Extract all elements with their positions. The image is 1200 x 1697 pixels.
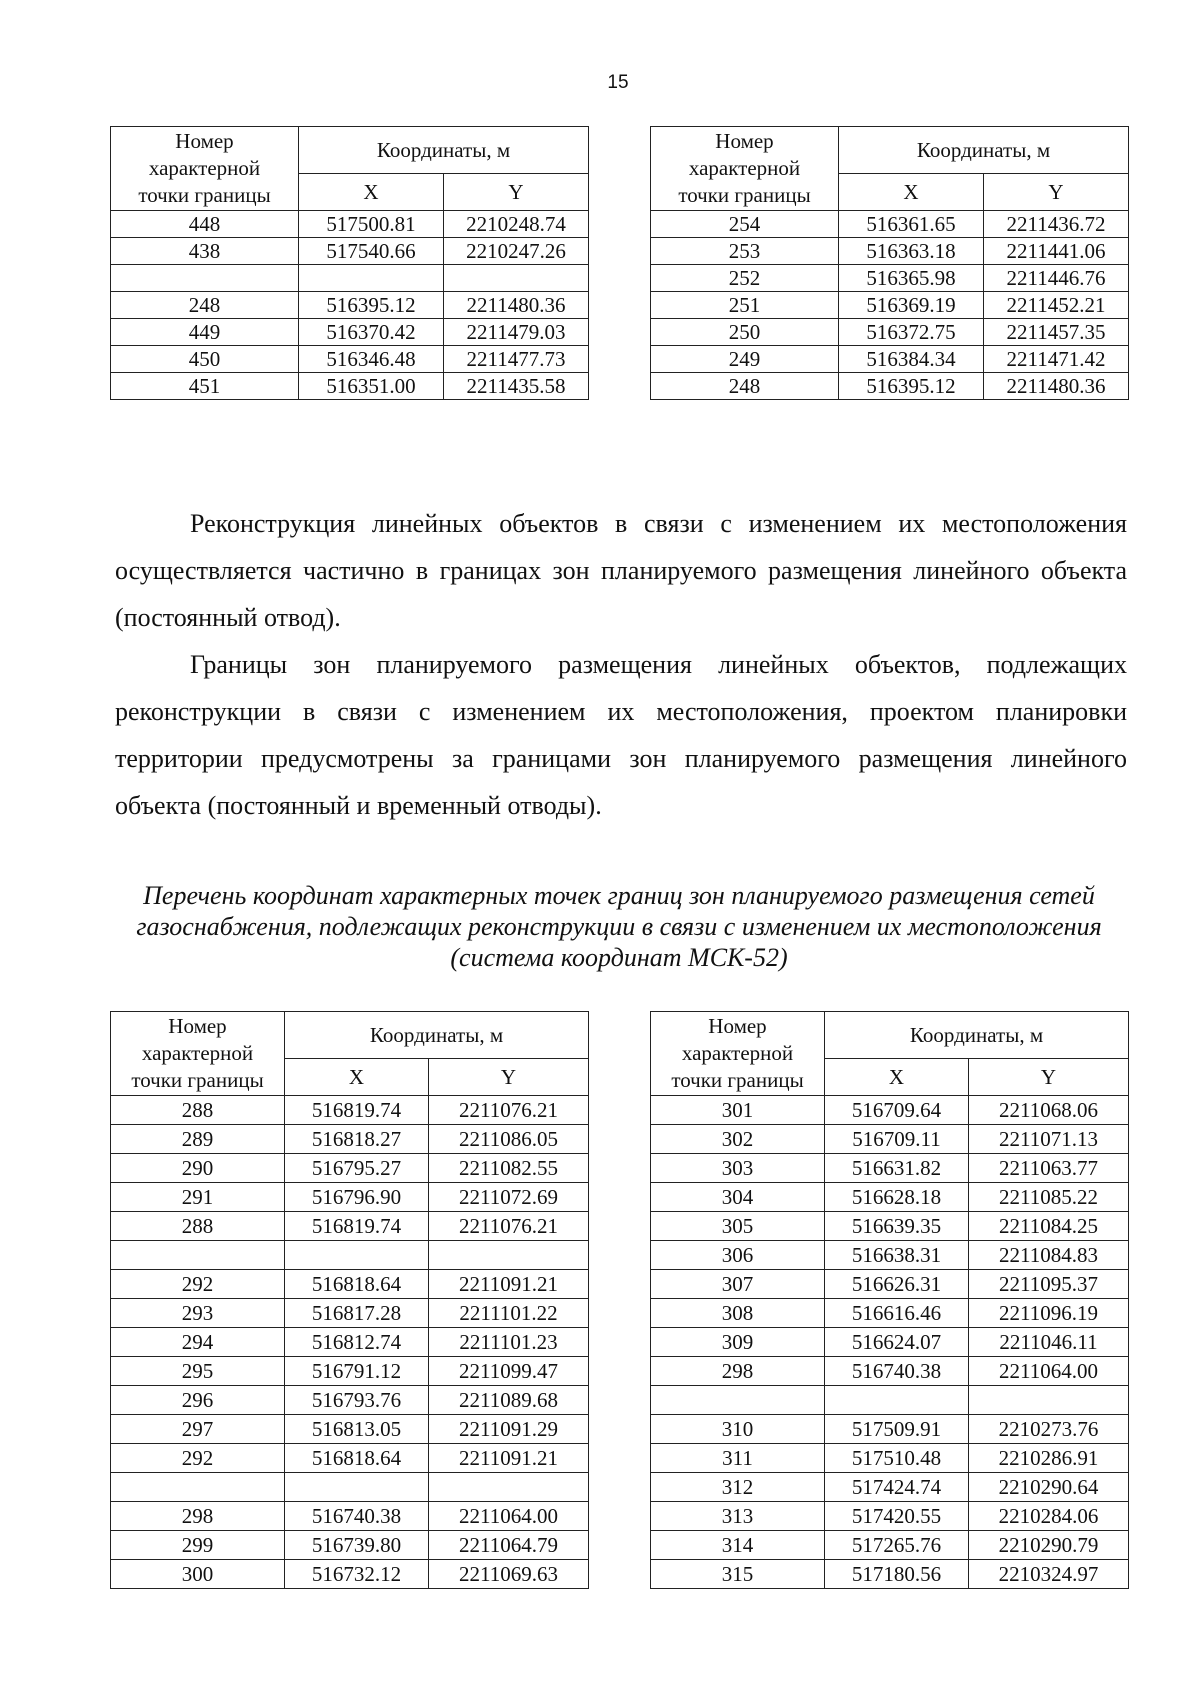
table-row: [111, 1415, 589, 1444]
x-coordinate-cell: [299, 265, 444, 292]
point-number-cell: 248: [111, 292, 299, 319]
table-row: [111, 1531, 589, 1560]
x-coordinate-cell: 516819.74: [285, 1212, 429, 1241]
point-number-cell: 302: [651, 1125, 825, 1154]
x-coordinate-cell: 516813.05: [285, 1415, 429, 1444]
x-coordinate-cell: 517540.66: [299, 238, 444, 265]
table-row: [111, 373, 589, 400]
x-coordinate-cell: 516351.00: [299, 373, 444, 400]
point-number-cell: 292: [111, 1444, 285, 1473]
table-row: [651, 1212, 1129, 1241]
x-coordinate-cell: 516793.76: [285, 1386, 429, 1415]
point-number-cell: 298: [651, 1357, 825, 1386]
y-coordinate-cell: [429, 1473, 589, 1502]
y-coordinate-cell: 2211095.37: [969, 1270, 1129, 1299]
x-coordinate-cell: 516740.38: [825, 1357, 969, 1386]
table-row: [651, 1328, 1129, 1357]
x-coordinate-cell: 516631.82: [825, 1154, 969, 1183]
table-row: [111, 1328, 589, 1357]
table-row: [111, 1154, 589, 1183]
point-number-cell: 448: [111, 211, 299, 238]
y-coordinate-cell: 2211076.21: [429, 1096, 589, 1125]
y-coordinate-cell: [969, 1386, 1129, 1415]
table-caption: Перечень координат характерных точек границ зон планируемого размещения сетей газоснабжения, подлежащих реконструкции в связи с изменением их местоположения (система координат МСК-52): [136, 881, 1102, 972]
y-coordinate-cell: 2210248.74: [444, 211, 589, 238]
y-coordinate-cell: 2211452.21: [984, 292, 1129, 319]
point-number-header: Номер характерной точки границы: [111, 1012, 285, 1096]
coordinates-header: Координаты, м: [825, 1012, 1129, 1059]
table-row: [651, 319, 1129, 346]
x-header: X: [839, 174, 984, 211]
coordinates-header: Координаты, м: [299, 127, 589, 174]
x-coordinate-cell: 516626.31: [825, 1270, 969, 1299]
x-coordinate-cell: 516638.31: [825, 1241, 969, 1270]
point-number-cell: 293: [111, 1299, 285, 1328]
point-number-cell: 309: [651, 1328, 825, 1357]
table-row: [111, 265, 589, 292]
table-row: [651, 1502, 1129, 1531]
table-row: [651, 211, 1129, 238]
y-coordinate-cell: 2211471.42: [984, 346, 1129, 373]
y-coordinate-cell: 2211436.72: [984, 211, 1129, 238]
table-row: [651, 1415, 1129, 1444]
point-number-cell: 450: [111, 346, 299, 373]
y-coordinate-cell: 2211069.63: [429, 1560, 589, 1589]
table-row: [651, 1241, 1129, 1270]
point-number-cell: 290: [111, 1154, 285, 1183]
y-coordinate-cell: 2211085.22: [969, 1183, 1129, 1212]
y-header: Y: [444, 174, 589, 211]
x-coordinate-cell: 516819.74: [285, 1096, 429, 1125]
coordinates-header: Координаты, м: [285, 1012, 589, 1059]
y-coordinate-cell: 2211441.06: [984, 238, 1129, 265]
y-coordinate-cell: 2211064.00: [969, 1357, 1129, 1386]
x-coordinate-cell: 516709.64: [825, 1096, 969, 1125]
point-number-cell: 291: [111, 1183, 285, 1212]
y-coordinate-cell: 2211063.77: [969, 1154, 1129, 1183]
point-number-cell: 300: [111, 1560, 285, 1589]
x-coordinate-cell: 517420.55: [825, 1502, 969, 1531]
x-coordinate-cell: 516628.18: [825, 1183, 969, 1212]
point-number-cell: 253: [651, 238, 839, 265]
point-number-cell: 301: [651, 1096, 825, 1125]
x-coordinate-cell: [285, 1473, 429, 1502]
table-row: [111, 1125, 589, 1154]
point-number-cell: 250: [651, 319, 839, 346]
y-coordinate-cell: 2211086.05: [429, 1125, 589, 1154]
y-coordinate-cell: 2211064.00: [429, 1502, 589, 1531]
x-coordinate-cell: 516739.80: [285, 1531, 429, 1560]
table-row: [111, 1270, 589, 1299]
point-number-cell: 294: [111, 1328, 285, 1357]
table-row: [651, 1183, 1129, 1212]
y-coordinate-cell: 2211091.29: [429, 1415, 589, 1444]
x-coordinate-cell: 516812.74: [285, 1328, 429, 1357]
x-coordinate-cell: 516818.64: [285, 1270, 429, 1299]
point-number-cell: 308: [651, 1299, 825, 1328]
y-coordinate-cell: 2211480.36: [984, 373, 1129, 400]
x-coordinate-cell: 516818.64: [285, 1444, 429, 1473]
y-coordinate-cell: 2210247.26: [444, 238, 589, 265]
x-coordinate-cell: 516616.46: [825, 1299, 969, 1328]
point-number-cell: 314: [651, 1531, 825, 1560]
y-coordinate-cell: 2211096.19: [969, 1299, 1129, 1328]
table-row: [651, 1531, 1129, 1560]
x-coordinate-cell: 516395.12: [299, 292, 444, 319]
y-coordinate-cell: 2211091.21: [429, 1444, 589, 1473]
x-coordinate-cell: 517510.48: [825, 1444, 969, 1473]
table-row: [651, 1473, 1129, 1502]
x-coordinate-cell: 516370.42: [299, 319, 444, 346]
y-coordinate-cell: 2210290.79: [969, 1531, 1129, 1560]
x-coordinate-cell: [825, 1386, 969, 1415]
x-coordinate-cell: 517500.81: [299, 211, 444, 238]
x-coordinate-cell: 517265.76: [825, 1531, 969, 1560]
table-row: [111, 1299, 589, 1328]
paragraph: Реконструкция линейных объектов в связи с изменением их местоположения осуществляется частично в границах зон планируемого размещения линейного объекта (постоянный отвод).: [115, 509, 1127, 632]
point-number-header: Номер характерной точки границы: [111, 127, 299, 211]
point-number-cell: 249: [651, 346, 839, 373]
table-row: [651, 1299, 1129, 1328]
point-number-cell: 312: [651, 1473, 825, 1502]
x-coordinate-cell: 516796.90: [285, 1183, 429, 1212]
table-row: [651, 1154, 1129, 1183]
x-coordinate-cell: 516818.27: [285, 1125, 429, 1154]
table-row: [111, 1096, 589, 1125]
table-row: [651, 1357, 1129, 1386]
coordinates-table-bottom-right: [650, 1011, 1129, 1589]
coordinates-table-top-right: [650, 126, 1129, 400]
y-coordinate-cell: 2211101.23: [429, 1328, 589, 1357]
table-row: [111, 211, 589, 238]
y-coordinate-cell: 2210324.97: [969, 1560, 1129, 1589]
y-coordinate-cell: 2211091.21: [429, 1270, 589, 1299]
point-number-cell: [651, 1386, 825, 1415]
y-coordinate-cell: 2210273.76: [969, 1415, 1129, 1444]
point-number-cell: 315: [651, 1560, 825, 1589]
table-row: [111, 1444, 589, 1473]
y-header: Y: [429, 1059, 589, 1096]
point-number-cell: 252: [651, 265, 839, 292]
point-number-cell: 303: [651, 1154, 825, 1183]
x-header: X: [299, 174, 444, 211]
point-number-header: Номер характерной точки границы: [651, 1012, 825, 1096]
point-number-cell: 306: [651, 1241, 825, 1270]
y-coordinate-cell: 2211046.11: [969, 1328, 1129, 1357]
table-row: [111, 238, 589, 265]
point-number-cell: [111, 1473, 285, 1502]
y-coordinate-cell: 2211072.69: [429, 1183, 589, 1212]
y-coordinate-cell: 2211089.68: [429, 1386, 589, 1415]
table-row: [651, 346, 1129, 373]
x-header: X: [285, 1059, 429, 1096]
table-row: [651, 1560, 1129, 1589]
point-number-cell: 295: [111, 1357, 285, 1386]
y-coordinate-cell: 2211084.25: [969, 1212, 1129, 1241]
point-number-cell: 298: [111, 1502, 285, 1531]
y-coordinate-cell: 2211101.22: [429, 1299, 589, 1328]
point-number-cell: 297: [111, 1415, 285, 1444]
x-coordinate-cell: 516624.07: [825, 1328, 969, 1357]
table-row: [651, 292, 1129, 319]
point-number-cell: 304: [651, 1183, 825, 1212]
point-number-cell: 292: [111, 1270, 285, 1299]
point-number-header: Номер характерной точки границы: [651, 127, 839, 211]
table-row: [111, 1560, 589, 1589]
x-coordinate-cell: 516395.12: [839, 373, 984, 400]
x-coordinate-cell: 516639.35: [825, 1212, 969, 1241]
body-text: [115, 500, 1127, 829]
x-coordinate-cell: 516369.19: [839, 292, 984, 319]
table-row: [651, 1125, 1129, 1154]
y-coordinate-cell: 2210286.91: [969, 1444, 1129, 1473]
point-number-cell: 254: [651, 211, 839, 238]
table-row: [651, 1386, 1129, 1415]
point-number-cell: 299: [111, 1531, 285, 1560]
point-number-cell: 449: [111, 319, 299, 346]
y-coordinate-cell: 2211446.76: [984, 265, 1129, 292]
y-coordinate-cell: 2211068.06: [969, 1096, 1129, 1125]
x-coordinate-cell: 516795.27: [285, 1154, 429, 1183]
y-coordinate-cell: 2211084.83: [969, 1241, 1129, 1270]
table-row: [111, 1241, 589, 1270]
y-coordinate-cell: 2210284.06: [969, 1502, 1129, 1531]
table-row: [111, 1386, 589, 1415]
point-number-cell: 289: [111, 1125, 285, 1154]
point-number-cell: 307: [651, 1270, 825, 1299]
y-coordinate-cell: 2211064.79: [429, 1531, 589, 1560]
y-coordinate-cell: 2211480.36: [444, 292, 589, 319]
coordinates-table-bottom-left: [110, 1011, 589, 1589]
point-number-cell: [111, 265, 299, 292]
x-coordinate-cell: 516384.34: [839, 346, 984, 373]
y-coordinate-cell: 2211457.35: [984, 319, 1129, 346]
y-coordinate-cell: 2211099.47: [429, 1357, 589, 1386]
x-coordinate-cell: 516346.48: [299, 346, 444, 373]
y-coordinate-cell: 2211071.13: [969, 1125, 1129, 1154]
point-number-cell: 251: [651, 292, 839, 319]
table-row: [111, 1357, 589, 1386]
x-coordinate-cell: 516365.98: [839, 265, 984, 292]
point-number-cell: 438: [111, 238, 299, 265]
y-coordinate-cell: 2211082.55: [429, 1154, 589, 1183]
y-header: Y: [984, 174, 1129, 211]
table-row: [111, 1183, 589, 1212]
table-row: [111, 1473, 589, 1502]
x-coordinate-cell: 516740.38: [285, 1502, 429, 1531]
table-row: [651, 373, 1129, 400]
y-header: Y: [969, 1059, 1129, 1096]
table-row: [651, 1270, 1129, 1299]
x-coordinate-cell: [285, 1241, 429, 1270]
coordinates-header: Координаты, м: [839, 127, 1129, 174]
paragraph: Границы зон планируемого размещения линейных объектов, подлежащих реконструкции в связи с изменением их местоположения, проектом планировки территории предусмотрены за границами зон планируемого размещения линейного объекта (постоянный и временный отводы).: [115, 650, 1127, 820]
x-coordinate-cell: 516361.65: [839, 211, 984, 238]
y-coordinate-cell: 2210290.64: [969, 1473, 1129, 1502]
x-coordinate-cell: 517424.74: [825, 1473, 969, 1502]
point-number-cell: [111, 1241, 285, 1270]
page-number: 15: [607, 72, 629, 93]
point-number-cell: 310: [651, 1415, 825, 1444]
x-coordinate-cell: 516709.11: [825, 1125, 969, 1154]
table-row: [111, 292, 589, 319]
x-coordinate-cell: 516817.28: [285, 1299, 429, 1328]
table-row: [111, 1502, 589, 1531]
point-number-cell: 311: [651, 1444, 825, 1473]
table-row: [111, 346, 589, 373]
x-coordinate-cell: 516363.18: [839, 238, 984, 265]
table-row: [651, 1096, 1129, 1125]
x-coordinate-cell: 517180.56: [825, 1560, 969, 1589]
point-number-cell: 305: [651, 1212, 825, 1241]
point-number-cell: 288: [111, 1096, 285, 1125]
x-coordinate-cell: 516732.12: [285, 1560, 429, 1589]
table-row: [111, 319, 589, 346]
point-number-cell: 313: [651, 1502, 825, 1531]
table-row: [651, 1444, 1129, 1473]
point-number-cell: 296: [111, 1386, 285, 1415]
x-coordinate-cell: 516791.12: [285, 1357, 429, 1386]
y-coordinate-cell: 2211477.73: [444, 346, 589, 373]
point-number-cell: 451: [111, 373, 299, 400]
table-row: [651, 265, 1129, 292]
y-coordinate-cell: [429, 1241, 589, 1270]
y-coordinate-cell: 2211076.21: [429, 1212, 589, 1241]
table-row: [111, 1212, 589, 1241]
x-coordinate-cell: 516372.75: [839, 319, 984, 346]
point-number-cell: 288: [111, 1212, 285, 1241]
point-number-cell: 248: [651, 373, 839, 400]
y-coordinate-cell: 2211435.58: [444, 373, 589, 400]
x-coordinate-cell: 517509.91: [825, 1415, 969, 1444]
coordinates-table-top-left: [110, 126, 589, 400]
y-coordinate-cell: [444, 265, 589, 292]
table-row: [651, 238, 1129, 265]
y-coordinate-cell: 2211479.03: [444, 319, 589, 346]
x-header: X: [825, 1059, 969, 1096]
